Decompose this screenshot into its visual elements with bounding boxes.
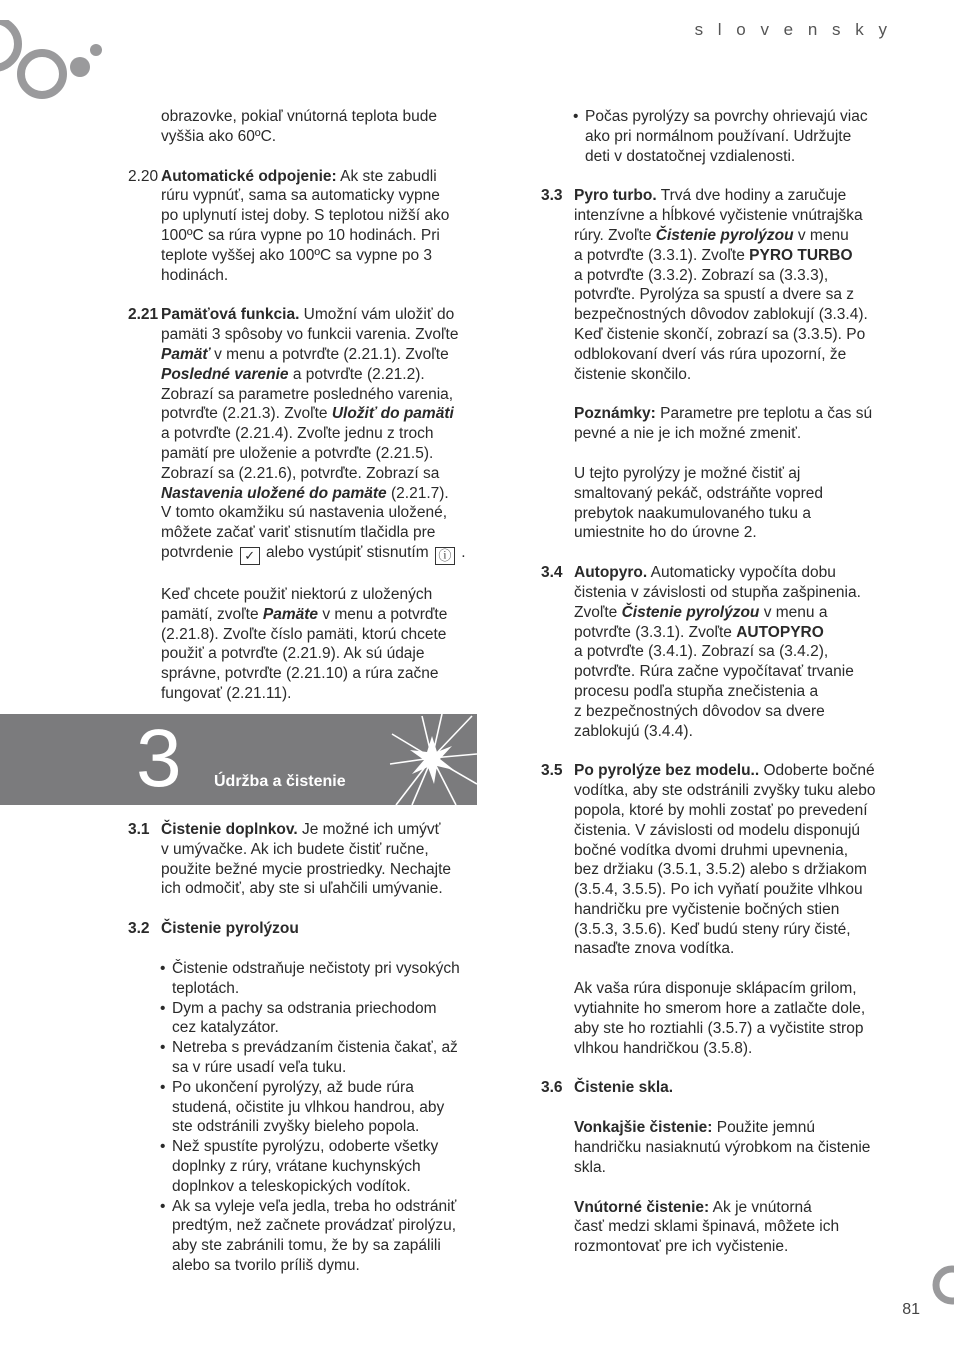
text-line: smaltovaný pekáč, odstráňte vopred [574, 484, 823, 502]
text-line: v menu a potvrďte (2.21.1). Zvoľte [209, 345, 449, 363]
text-line: hodinách. [161, 266, 229, 284]
text-line: Odoberte bočné [759, 762, 875, 780]
text-line: • Po ukončení pyrolýzy, až bude rúra [172, 1078, 414, 1096]
list-item [128, 1197, 478, 1276]
section-3-1 [128, 820, 478, 899]
text-line: ste odstránili zvyšky bieleho popola. [172, 1118, 420, 1136]
corner-ring-icon [914, 1262, 954, 1308]
text-line: umiestnite ho do úrovne 2. [574, 524, 757, 542]
brand-logo-icon [0, 20, 110, 110]
chapter-number: 3 [136, 714, 182, 804]
section-number: 3.1 [128, 821, 150, 838]
text-line: (3.5.3, 3.5.6). Keď budú steny rúry čisté, [574, 920, 851, 938]
text-line: nasaďte znova vodítka. [574, 940, 735, 958]
list-item [541, 107, 891, 166]
text-line: potvrďte (3.3.1). Zvoľte [574, 623, 737, 641]
text-line: v menu a [759, 603, 828, 621]
text-line: a potvrďte (3.3.1). Zvoľte [574, 246, 750, 264]
page-number: 81 [902, 1301, 920, 1318]
text-line: aby ste ho roztiahli (3.5.7) a vyčistite strop [574, 1019, 864, 1037]
text-line: Automaticky vypočíta dobu [647, 564, 836, 582]
text-line: Ak ste zabudli [336, 167, 437, 185]
text-line: a potvrďte (3.3.2). Zobrazí sa (3.3.3), [574, 266, 829, 284]
text-line: alebo vystúpiť stisnutím [261, 543, 433, 561]
text-line: potvrďte. Pyrolýza sa spustí a dvere sa z [574, 286, 855, 304]
chapter-banner [0, 714, 477, 805]
text-line: Trvá dve hodiny a zaručuje [656, 187, 847, 205]
section-title: Čistenie skla. [574, 1079, 674, 1097]
list-item [128, 999, 478, 1039]
text-line: v menu [793, 226, 849, 244]
section-title: Čistenie doplnkov. [161, 821, 298, 838]
text-line: (2.21.8). Zvoľte číslo pamäti, ktorú chcete [161, 625, 447, 643]
text-line: z bezpečnostných dôvodov sa dvere [574, 702, 825, 720]
text-line: potvrďte. Rúra začne vypočítavať trvanie [574, 663, 854, 681]
right-column [541, 107, 891, 1257]
text-line: Zobrazí sa (2.21.6), potvrďte. Zobrazí sa [161, 464, 440, 482]
text-line: môžete začať variť stisnutím tlačidla pre [161, 524, 436, 542]
text-line: po uplynutí istej doby. S teplotou nižší ako [161, 207, 450, 225]
text-line: aby ste zabránili tomu, že by sa zapálili [172, 1237, 441, 1255]
text-line: deti v dostatočnej vzdialenosti. [585, 147, 796, 165]
menu-term: Čistenie pyrolýzou [621, 603, 760, 621]
menu-term: Uložiť do pamäti [331, 405, 454, 423]
notes-title: Poznámky: [574, 405, 656, 423]
sparkle-icon [382, 714, 477, 805]
text-line: pamätí, zvoľte [161, 605, 263, 623]
text-line: intenzívne a hĺbkové vyčistenie vnútrajška [574, 207, 863, 225]
text-line: vlhkou handričkou (3.5.8). [574, 1039, 753, 1057]
text-line: Keď čistenie skončí, zobrazí sa (3.3.5). Po [574, 325, 866, 343]
list-item [128, 959, 478, 999]
bullet-list [128, 959, 478, 1276]
section-2-20 [128, 167, 478, 286]
text-line: Zvoľte [574, 603, 622, 621]
text-line: v menu a potvrďte [318, 605, 448, 623]
subsection-title: Vnútorné čistenie: [574, 1198, 710, 1216]
subsection-title: Vonkajšie čistenie: [574, 1119, 713, 1137]
text-line: Keď chcete použiť niektorú z uložených [161, 585, 433, 603]
text-line: vytiahnite ho smerom hore a zatlačte dole, [574, 1000, 866, 1018]
text-line: doplnkov a teleskopických vodítok. [172, 1177, 411, 1195]
power-key-icon: ⓘ [435, 547, 455, 565]
text-line: rozmontovať pre ich vyčistenie. [574, 1238, 789, 1256]
text-line: popola, ktoré by mohli zostať po prevedení [574, 801, 868, 819]
text-line: ich odmočiť, aby ste si uľahčili umývanie. [161, 880, 443, 898]
text-line: V tomto okamžiku sú nastavenia uložené, [161, 504, 448, 522]
text-line: teplote vyššej ako 100ºC sa vypne po 3 [161, 246, 433, 264]
list-item [128, 1038, 478, 1078]
menu-term: Posledné varenie [161, 365, 289, 383]
intro-line: obrazovke, pokiaľ vnútorná teplota bude [161, 108, 437, 125]
text-line: • Počas pyrolýzy sa povrchy ohrievajú viac [585, 108, 868, 125]
text-line: správne, potvrďte (2.21.10) a rúra začne [161, 665, 439, 683]
menu-term: Nastavenia uložené do pamäte [161, 484, 387, 502]
text-line: pamäti 3 spôsoby vo funkcii varenia. Zvoľte [161, 326, 459, 344]
text-line: . [456, 543, 466, 561]
menu-term: Pamäť [161, 345, 210, 363]
menu-term: Pamäte [262, 605, 319, 623]
text-line: potvrdenie [161, 543, 238, 561]
text-line: pevné a nie je ich možné zmeniť. [574, 425, 802, 443]
confirm-key-icon: ✓ [240, 547, 260, 565]
text-line: čistenie skončilo. [574, 365, 692, 383]
text-line: handričku nasiaknutú výrobkom na čistenie [574, 1139, 871, 1157]
section-number: 3.4 [541, 564, 563, 582]
text-line: Je možné ich umývť [297, 821, 441, 838]
text-line: predtým, než začnete provádzať pirolýzu, [172, 1217, 457, 1235]
text-line: Ak vaša rúra disponuje sklápacím grilom, [574, 980, 857, 998]
text-line: alebo sa tvorilo príliš dymu. [172, 1256, 360, 1274]
text-line: prebytok naakumulovaného tuku a [574, 504, 811, 522]
section-3-4 [541, 563, 891, 741]
section-number: 3.2 [128, 920, 150, 938]
text-line: rúry. Zvoľte [574, 226, 656, 244]
section-number: 2.20 [128, 167, 159, 185]
text-line: teplotách. [172, 979, 240, 997]
text-line: odblokovaní dverí vás rúra upozorní, že [574, 345, 847, 363]
left-column-top [128, 107, 478, 704]
text-line: Použite jemnú [712, 1119, 815, 1137]
section-3-2 [128, 919, 478, 939]
text-line: a potvrďte (2.21.4). Zvoľte jednu z troch [161, 425, 434, 443]
text-line: cez katalyzátor. [172, 1019, 279, 1037]
text-line: U tejto pyrolýzy je možné čistiť aj [574, 464, 801, 482]
text-line: handričku pre vyčistenie bočných stien [574, 900, 840, 918]
text-line: čistenia v závislosti od stupňa zašpinenia. [574, 583, 861, 601]
section-number: 2.21 [128, 306, 159, 324]
section-title: Po pyrolýze bez modelu.. [574, 762, 760, 780]
section-title: Čistenie pyrolýzou [161, 920, 299, 938]
text-line: • Ak sa vyleje veľa jedla, treba ho odstrániť [172, 1197, 457, 1215]
text-line: Zobrazí sa parametre posledného varenia, [161, 385, 454, 403]
section-number: 3.5 [541, 762, 563, 780]
section-title: Automatické odpojenie: [161, 167, 337, 185]
section-number: 3.3 [541, 187, 563, 205]
text-line: vodítka, aby ste odstránili zvyšky tuku alebo [574, 782, 876, 800]
text-line: procesu podľa stupňa znečistenia a [574, 682, 819, 700]
text-line: (2.21.7). [386, 484, 449, 502]
text-line: a potvrďte (3.4.1). Zobrazí sa (3.4.2), [574, 643, 829, 661]
section-title: Pyro turbo. [574, 187, 657, 205]
text-line: bez držiaku (3.5.1, 3.5.2) alebo s držiakom [574, 861, 867, 879]
text-line: skla. [574, 1158, 606, 1176]
list-item [128, 1137, 478, 1196]
text-line: • Dym a pachy sa odstrania priechodom [172, 999, 437, 1017]
text-line: doplnky z rúry, vrátane kuchynských [172, 1157, 421, 1175]
menu-term: PYRO TURBO [749, 246, 853, 264]
text-line: bezpečnostných dôvodov zablokují (3.3.4). [574, 306, 868, 324]
text-line: rúru vypnúť, sama sa automaticky vypne [161, 187, 440, 205]
section-title: Autopyro. [574, 564, 648, 582]
text-line: v umývačke. Ak ich budete čistiť ručne, [161, 840, 429, 858]
section-3-5 [541, 761, 891, 1058]
text-line: použite bežné mycie prostriedky. Nechajte [161, 860, 452, 878]
chapter-title: Údržba a čistenie [214, 773, 346, 790]
menu-term: AUTOPYRO [736, 623, 824, 641]
text-line: ako pri normálnom používaní. Udržujte [585, 127, 852, 145]
text-line: Ak je vnútorná [709, 1198, 812, 1216]
list-item [128, 1078, 478, 1137]
text-line: Parametre pre teplotu a čas sú [655, 405, 873, 423]
section-number: 3.6 [541, 1079, 563, 1097]
text-line: použiť a potvrďte (2.21.9). Ak sú údaje [161, 645, 425, 663]
text-line: • Čistenie odstraňuje nečistoty pri vysokých [172, 959, 460, 977]
text-line: pamätí pre uloženie a potvrďte (2.21.5). [161, 444, 434, 462]
text-line: a potvrďte (2.21.2). [288, 365, 425, 383]
text-line: • Netreba s prevádzaním čistenia čakať, až [172, 1039, 458, 1057]
intro-line: vyššia ako 60ºC. [161, 127, 277, 145]
text-line: bočné vodítka dvomi druhmi upevnenia, [574, 841, 848, 859]
menu-term: Čistenie pyrolýzou [655, 226, 794, 244]
section-3-6 [541, 1078, 891, 1257]
text-line: časť medzi sklami špinavá, môžete ich [574, 1218, 840, 1236]
text-line: potvrďte (2.21.3). Zvoľte [161, 405, 332, 423]
text-line: zablokujú (3.4.4). [574, 722, 693, 740]
text-line: • Než spustíte pyrolýzu, odoberte všetky [172, 1138, 439, 1156]
text-line: (3.5.4, 3.5.5). Po ich vyňatí použite vlhkou [574, 881, 863, 899]
text-line: studená, očistite ju vlhkou handrou, aby [172, 1098, 445, 1116]
text-line: čistenia. V závislosti od modelu disponujú [574, 821, 861, 839]
section-2-21 [128, 305, 478, 703]
text-line: 100ºC sa rúra vypne po 10 hodinách. Pri [161, 226, 440, 244]
section-title: Pamäťová funkcia. [161, 306, 300, 324]
language-label: s l o v e n s k y [694, 20, 892, 39]
text-line: Umožní vám uložiť do [299, 306, 455, 324]
text-line: sa v rúre usadí veľa tuku. [172, 1058, 347, 1076]
text-line: fungovať (2.21.11). [161, 684, 292, 702]
section-3-3 [541, 186, 891, 543]
left-column-bottom [128, 820, 478, 1276]
